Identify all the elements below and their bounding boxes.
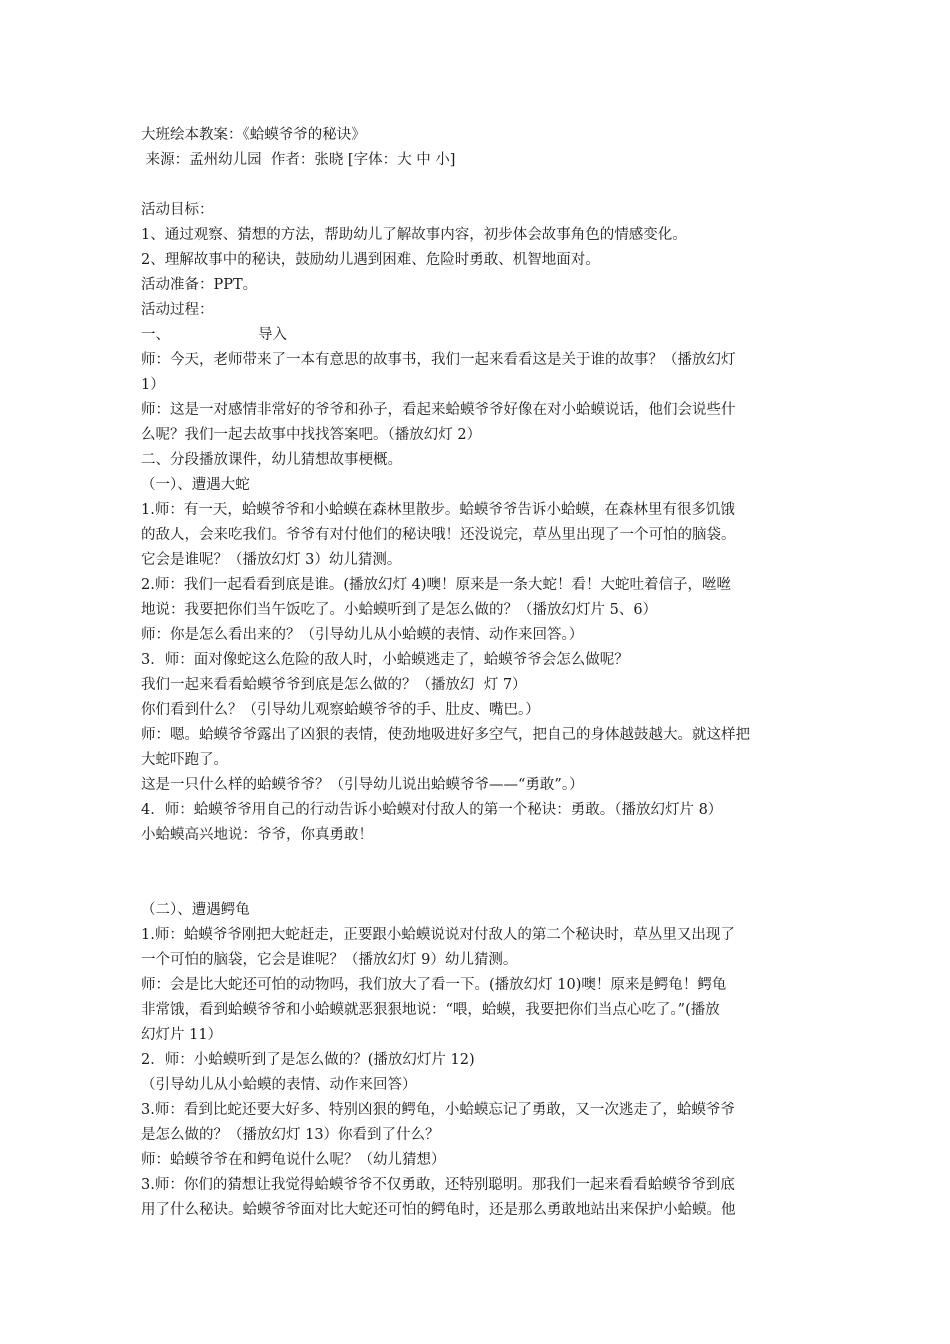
paragraph-line: 一个可怕的脑袋，它会是谁呢？（播放幻灯 9）幼儿猜测。 — [141, 952, 518, 968]
goals-heading: 活动目标： — [141, 202, 214, 218]
paragraph-line: （引导幼儿从小蛤蟆的表情、动作来回答） — [141, 1077, 417, 1093]
paragraph-line: 你们看到什么？（引导幼儿观察蛤蟆爷爷的手、肚皮、嘴巴。） — [141, 702, 540, 718]
subsection-2-heading: （二）、遭遇鳄龟 — [141, 902, 250, 918]
paragraph-line: 师：嗯。蛤蟆爷爷露出了凶狠的表情，使劲地吸进好多空气，把自己的身体越鼓越大。就这样把 — [141, 727, 750, 743]
prep-line: 活动准备：PPT。 — [141, 277, 258, 293]
paragraph-line: 3．师：面对像蛇这么危险的敌人时，小蛤蟆逃走了，蛤蟆爷爷会怎么做呢？ — [141, 652, 629, 668]
paragraph-line: 3.师：你们的猜想让我觉得蛤蟆爷爷不仅勇敢，还特别聪明。那我们一起来看看蛤蟆爷爷到底 — [141, 1177, 735, 1193]
paragraph-line: 师：会是比大蛇还可怕的动物吗，我们放大了看一下。(播放幻灯 10)噢！原来是鳄龟！鳄龟 — [141, 977, 727, 993]
paragraph-line: 大蛇吓跑了。 — [141, 752, 228, 768]
paragraph-line: 师：蛤蟆爷爷在和鳄龟说什么呢？（幼儿猜想） — [141, 1152, 446, 1168]
paragraph-line: 它会是谁呢？（播放幻灯 3）幼儿猜测。 — [141, 552, 402, 568]
paragraph-line: 4．师：蛤蟆爷爷用自己的行动告诉小蛤蟆对付敌人的第一个秘诀：勇敢。（播放幻灯片 8） — [141, 802, 723, 818]
step-2-heading: 二、分段播放课件，幼儿猜想故事梗概。 — [141, 452, 402, 468]
paragraph-line: 是怎么做的？（播放幻灯 13）你看到了什么？ — [141, 1127, 440, 1143]
paragraph-line: 么呢？我们一起去故事中找找答案吧。（播放幻灯 2） — [141, 427, 482, 443]
paragraph-line: 的敌人，会来吃我们。爷爷有对付他们的秘诀哦！还没说完，草丛里出现了一个可怕的脑袋。 — [141, 527, 736, 543]
paragraph-line: 这是一只什么样的蛤蟆爷爷？（引导幼儿说出蛤蟆爷爷——“勇敢”。） — [141, 777, 584, 793]
paragraph-line: 小蛤蟆高兴地说：爷爷，你真勇敢！ — [141, 827, 373, 843]
paragraph-line: 师：这是一对感情非常好的爷爷和孙子，看起来蛤蟆爷爷好像在对小蛤蟆说话，他们会说些什 — [141, 402, 736, 418]
goal-1: 1、通过观察、猜想的方法，帮助幼儿了解故事内容，初步体会故事角色的情感变化。 — [141, 227, 687, 243]
paragraph-line: 1.师：有一天，蛤蟆爷爷和小蛤蟆在森林里散步。蛤蟆爷爷告诉小蛤蟆，在森林里有很多饥饿 — [141, 502, 735, 518]
subsection-1-heading: （一）、遭遇大蛇 — [141, 477, 250, 493]
paragraph-line: 2．师：小蛤蟆听到了是怎么做的？(播放幻灯片 12) — [141, 1052, 475, 1068]
paragraph-line: 3.师：看到比蛇还要大好多、特别凶狠的鳄龟，小蛤蟆忘记了勇敢，又一次逃走了，蛤蟆爷爷 — [141, 1102, 735, 1118]
paragraph-line: 我们一起来看看蛤蟆爷爷到底是怎么做的？（播放幻 灯 7） — [141, 677, 527, 693]
paragraph-line: 2.师：我们一起看看到底是谁。(播放幻灯 4)噢！原来是一条大蛇！看！大蛇吐着信子，咝咝 — [141, 577, 731, 593]
step-1-heading — [141, 328, 287, 343]
paragraph-line: 用了什么秘诀。蛤蟆爷爷面对比大蛇还可怕的鳄龟时，还是那么勇敢地站出来保护小蛤蟆。他 — [141, 1202, 736, 1218]
paragraph-line: 地说：我要把你们当午饭吃了。小蛤蟆听到了是怎么做的？（播放幻灯片 5、6） — [141, 602, 658, 618]
source-line: 来源：孟州幼儿园 作者：张晓 [字体：大 中 小] — [141, 152, 456, 168]
goal-2: 2、理解故事中的秘诀，鼓励幼儿遇到困难、危险时勇敢、机智地面对。 — [141, 252, 600, 268]
document-title: 大班绘本教案：《蛤蟆爷爷的秘诀》 — [141, 127, 366, 143]
paragraph-line: 1） — [141, 377, 165, 393]
paragraph-line: 非常饿，看到蛤蟆爷爷和小蛤蟆就恶狠狠地说：“喂，蛤蟆，我要把你们当点心吃了。”(播放 — [141, 1002, 720, 1018]
process-heading: 活动过程： — [141, 302, 214, 318]
step-1-number: 一、 — [141, 327, 170, 343]
paragraph-line: 师：今天，老师带来了一本有意思的故事书，我们一起来看看这是关于谁的故事？（播放幻灯 — [141, 352, 736, 368]
paragraph-line: 师：你是怎么看出来的？（引导幼儿从小蛤蟆的表情、动作来回答。） — [141, 627, 584, 643]
paragraph-line: 1.师：蛤蟆爷爷刚把大蛇赶走，正要跟小蛤蟆说说对付敌人的第二个秘诀时，草丛里又出现了 — [141, 927, 735, 943]
step-1-label: 导入 — [258, 327, 287, 343]
paragraph-line: 幻灯片 11） — [141, 1027, 223, 1043]
